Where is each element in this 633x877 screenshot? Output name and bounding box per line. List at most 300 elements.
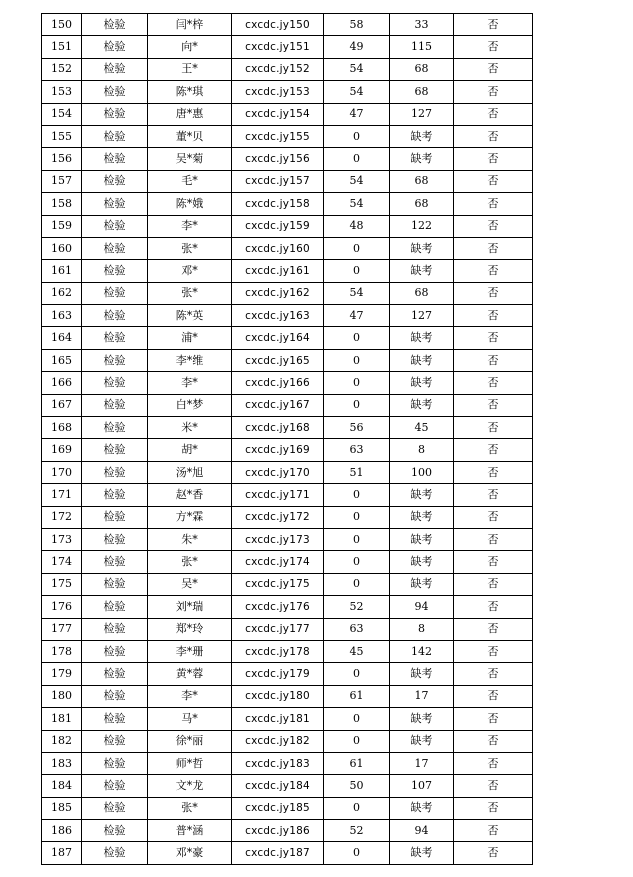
cell-category: 检验	[82, 685, 148, 707]
table-row	[42, 81, 533, 103]
cell-name: 郑*玲	[148, 618, 232, 640]
cell-name: 向*	[148, 36, 232, 58]
cell-qualified: 否	[454, 215, 533, 237]
cell-score: 0	[324, 506, 390, 528]
cell-rank: 68	[390, 58, 454, 80]
cell-exam-id: cxcdc.jy161	[232, 260, 324, 282]
cell-category: 检验	[82, 81, 148, 103]
cell-qualified: 否	[454, 372, 533, 394]
cell-qualified: 否	[454, 148, 533, 170]
cell-seq: 155	[42, 125, 82, 147]
cell-name: 胡*	[148, 439, 232, 461]
cell-rank: 142	[390, 640, 454, 662]
cell-name: 王*	[148, 58, 232, 80]
cell-rank: 122	[390, 215, 454, 237]
cell-score: 0	[324, 663, 390, 685]
cell-name: 白*梦	[148, 394, 232, 416]
table-row	[42, 551, 533, 573]
cell-seq: 166	[42, 372, 82, 394]
cell-exam-id: cxcdc.jy163	[232, 305, 324, 327]
table-row	[42, 237, 533, 259]
cell-seq: 173	[42, 528, 82, 550]
cell-name: 张*	[148, 551, 232, 573]
cell-qualified: 否	[454, 820, 533, 842]
cell-name: 浦*	[148, 327, 232, 349]
cell-score: 0	[324, 125, 390, 147]
cell-seq: 180	[42, 685, 82, 707]
cell-qualified: 否	[454, 663, 533, 685]
table-row	[42, 506, 533, 528]
cell-score: 54	[324, 170, 390, 192]
cell-name: 米*	[148, 417, 232, 439]
cell-exam-id: cxcdc.jy186	[232, 820, 324, 842]
cell-name: 朱*	[148, 528, 232, 550]
cell-rank: 缺考	[390, 372, 454, 394]
cell-category: 检验	[82, 215, 148, 237]
cell-exam-id: cxcdc.jy180	[232, 685, 324, 707]
cell-score: 0	[324, 327, 390, 349]
cell-category: 检验	[82, 14, 148, 36]
cell-exam-id: cxcdc.jy179	[232, 663, 324, 685]
cell-qualified: 否	[454, 640, 533, 662]
cell-rank: 68	[390, 193, 454, 215]
cell-qualified: 否	[454, 81, 533, 103]
cell-name: 毛*	[148, 170, 232, 192]
cell-exam-id: cxcdc.jy152	[232, 58, 324, 80]
cell-rank: 缺考	[390, 327, 454, 349]
cell-score: 45	[324, 640, 390, 662]
cell-qualified: 否	[454, 618, 533, 640]
cell-seq: 159	[42, 215, 82, 237]
cell-score: 52	[324, 596, 390, 618]
cell-exam-id: cxcdc.jy166	[232, 372, 324, 394]
cell-qualified: 否	[454, 260, 533, 282]
cell-qualified: 否	[454, 170, 533, 192]
cell-qualified: 否	[454, 305, 533, 327]
cell-seq: 172	[42, 506, 82, 528]
cell-score: 54	[324, 193, 390, 215]
cell-rank: 45	[390, 417, 454, 439]
cell-category: 检验	[82, 461, 148, 483]
table-row	[42, 752, 533, 774]
table-row	[42, 663, 533, 685]
table-row	[42, 797, 533, 819]
cell-seq: 184	[42, 775, 82, 797]
cell-name: 李*	[148, 685, 232, 707]
cell-category: 检验	[82, 528, 148, 550]
cell-category: 检验	[82, 193, 148, 215]
cell-score: 63	[324, 618, 390, 640]
cell-rank: 缺考	[390, 573, 454, 595]
cell-qualified: 否	[454, 573, 533, 595]
cell-qualified: 否	[454, 685, 533, 707]
cell-name: 李*	[148, 215, 232, 237]
cell-rank: 68	[390, 81, 454, 103]
cell-name: 徐*丽	[148, 730, 232, 752]
cell-qualified: 否	[454, 797, 533, 819]
cell-score: 0	[324, 148, 390, 170]
cell-seq: 167	[42, 394, 82, 416]
table-row	[42, 730, 533, 752]
cell-rank: 缺考	[390, 730, 454, 752]
cell-category: 检验	[82, 394, 148, 416]
cell-seq: 181	[42, 708, 82, 730]
cell-seq: 151	[42, 36, 82, 58]
table-row	[42, 14, 533, 36]
cell-score: 0	[324, 260, 390, 282]
cell-category: 检验	[82, 36, 148, 58]
cell-score: 52	[324, 820, 390, 842]
table-row	[42, 640, 533, 662]
cell-seq: 165	[42, 349, 82, 371]
cell-qualified: 否	[454, 842, 533, 864]
table-row	[42, 596, 533, 618]
cell-score: 0	[324, 573, 390, 595]
cell-category: 检验	[82, 282, 148, 304]
cell-rank: 缺考	[390, 797, 454, 819]
cell-score: 63	[324, 439, 390, 461]
cell-category: 检验	[82, 752, 148, 774]
cell-score: 47	[324, 305, 390, 327]
cell-rank: 缺考	[390, 551, 454, 573]
table-body	[42, 14, 533, 865]
cell-category: 检验	[82, 708, 148, 730]
cell-rank: 缺考	[390, 125, 454, 147]
cell-score: 54	[324, 58, 390, 80]
cell-qualified: 否	[454, 237, 533, 259]
cell-qualified: 否	[454, 439, 533, 461]
cell-score: 58	[324, 14, 390, 36]
cell-seq: 187	[42, 842, 82, 864]
cell-exam-id: cxcdc.jy159	[232, 215, 324, 237]
cell-score: 54	[324, 282, 390, 304]
cell-rank: 缺考	[390, 148, 454, 170]
cell-rank: 缺考	[390, 506, 454, 528]
cell-exam-id: cxcdc.jy156	[232, 148, 324, 170]
cell-name: 黄*蓉	[148, 663, 232, 685]
cell-seq: 154	[42, 103, 82, 125]
cell-rank: 缺考	[390, 663, 454, 685]
cell-name: 张*	[148, 282, 232, 304]
cell-exam-id: cxcdc.jy162	[232, 282, 324, 304]
cell-category: 检验	[82, 237, 148, 259]
cell-name: 陈*英	[148, 305, 232, 327]
cell-seq: 175	[42, 573, 82, 595]
cell-qualified: 否	[454, 125, 533, 147]
cell-seq: 158	[42, 193, 82, 215]
cell-seq: 150	[42, 14, 82, 36]
cell-exam-id: cxcdc.jy175	[232, 573, 324, 595]
cell-score: 47	[324, 103, 390, 125]
cell-qualified: 否	[454, 752, 533, 774]
cell-category: 检验	[82, 148, 148, 170]
cell-name: 李*维	[148, 349, 232, 371]
cell-rank: 缺考	[390, 349, 454, 371]
cell-rank: 107	[390, 775, 454, 797]
cell-rank: 94	[390, 820, 454, 842]
cell-exam-id: cxcdc.jy165	[232, 349, 324, 371]
cell-category: 检验	[82, 103, 148, 125]
cell-rank: 缺考	[390, 394, 454, 416]
cell-category: 检验	[82, 596, 148, 618]
cell-category: 检验	[82, 170, 148, 192]
cell-score: 0	[324, 394, 390, 416]
cell-name: 闫*梓	[148, 14, 232, 36]
table-row	[42, 484, 533, 506]
table-row	[42, 573, 533, 595]
table-row	[42, 820, 533, 842]
cell-qualified: 否	[454, 14, 533, 36]
cell-rank: 缺考	[390, 708, 454, 730]
cell-name: 董*贝	[148, 125, 232, 147]
cell-qualified: 否	[454, 193, 533, 215]
cell-category: 检验	[82, 551, 148, 573]
cell-exam-id: cxcdc.jy155	[232, 125, 324, 147]
table-row	[42, 775, 533, 797]
table-row	[42, 394, 533, 416]
cell-score: 51	[324, 461, 390, 483]
cell-category: 检验	[82, 484, 148, 506]
cell-score: 0	[324, 551, 390, 573]
cell-name: 汤*旭	[148, 461, 232, 483]
cell-rank: 17	[390, 752, 454, 774]
cell-name: 张*	[148, 797, 232, 819]
cell-score: 0	[324, 484, 390, 506]
table-row	[42, 461, 533, 483]
cell-rank: 94	[390, 596, 454, 618]
cell-exam-id: cxcdc.jy170	[232, 461, 324, 483]
table-row	[42, 327, 533, 349]
cell-score: 56	[324, 417, 390, 439]
cell-seq: 161	[42, 260, 82, 282]
cell-name: 李*	[148, 372, 232, 394]
cell-score: 61	[324, 685, 390, 707]
table-row	[42, 708, 533, 730]
cell-qualified: 否	[454, 282, 533, 304]
cell-score: 0	[324, 528, 390, 550]
cell-exam-id: cxcdc.jy167	[232, 394, 324, 416]
cell-exam-id: cxcdc.jy169	[232, 439, 324, 461]
cell-qualified: 否	[454, 36, 533, 58]
cell-seq: 171	[42, 484, 82, 506]
cell-qualified: 否	[454, 484, 533, 506]
cell-name: 邓*	[148, 260, 232, 282]
table-row	[42, 148, 533, 170]
cell-name: 邓*豪	[148, 842, 232, 864]
cell-category: 检验	[82, 842, 148, 864]
cell-score: 0	[324, 842, 390, 864]
table-row	[42, 36, 533, 58]
cell-category: 检验	[82, 797, 148, 819]
cell-score: 50	[324, 775, 390, 797]
cell-seq: 164	[42, 327, 82, 349]
cell-seq: 162	[42, 282, 82, 304]
cell-rank: 8	[390, 618, 454, 640]
cell-name: 唐*惠	[148, 103, 232, 125]
cell-seq: 185	[42, 797, 82, 819]
cell-exam-id: cxcdc.jy183	[232, 752, 324, 774]
cell-rank: 100	[390, 461, 454, 483]
cell-exam-id: cxcdc.jy172	[232, 506, 324, 528]
cell-exam-id: cxcdc.jy182	[232, 730, 324, 752]
cell-category: 检验	[82, 820, 148, 842]
cell-name: 普*涵	[148, 820, 232, 842]
cell-qualified: 否	[454, 730, 533, 752]
cell-seq: 179	[42, 663, 82, 685]
cell-seq: 170	[42, 461, 82, 483]
cell-exam-id: cxcdc.jy178	[232, 640, 324, 662]
cell-exam-id: cxcdc.jy173	[232, 528, 324, 550]
cell-rank: 127	[390, 305, 454, 327]
cell-score: 0	[324, 237, 390, 259]
cell-seq: 176	[42, 596, 82, 618]
cell-seq: 183	[42, 752, 82, 774]
cell-seq: 177	[42, 618, 82, 640]
cell-score: 0	[324, 730, 390, 752]
cell-score: 0	[324, 797, 390, 819]
table-row	[42, 103, 533, 125]
cell-name: 吴*菊	[148, 148, 232, 170]
cell-category: 检验	[82, 439, 148, 461]
cell-exam-id: cxcdc.jy164	[232, 327, 324, 349]
cell-score: 0	[324, 372, 390, 394]
cell-rank: 8	[390, 439, 454, 461]
cell-seq: 156	[42, 148, 82, 170]
cell-qualified: 否	[454, 327, 533, 349]
cell-rank: 缺考	[390, 484, 454, 506]
score-table	[41, 13, 533, 865]
cell-seq: 182	[42, 730, 82, 752]
cell-exam-id: cxcdc.jy168	[232, 417, 324, 439]
cell-name: 师*哲	[148, 752, 232, 774]
cell-seq: 163	[42, 305, 82, 327]
cell-category: 检验	[82, 327, 148, 349]
cell-qualified: 否	[454, 528, 533, 550]
cell-name: 吴*	[148, 573, 232, 595]
cell-seq: 168	[42, 417, 82, 439]
cell-qualified: 否	[454, 417, 533, 439]
cell-name: 刘*瑞	[148, 596, 232, 618]
cell-seq: 152	[42, 58, 82, 80]
cell-category: 检验	[82, 775, 148, 797]
table-row	[42, 842, 533, 864]
cell-rank: 68	[390, 170, 454, 192]
cell-seq: 157	[42, 170, 82, 192]
cell-qualified: 否	[454, 596, 533, 618]
cell-category: 检验	[82, 663, 148, 685]
cell-category: 检验	[82, 260, 148, 282]
cell-exam-id: cxcdc.jy157	[232, 170, 324, 192]
cell-seq: 153	[42, 81, 82, 103]
cell-seq: 160	[42, 237, 82, 259]
cell-category: 检验	[82, 372, 148, 394]
table-row	[42, 528, 533, 550]
cell-qualified: 否	[454, 103, 533, 125]
table-row	[42, 125, 533, 147]
cell-category: 检验	[82, 125, 148, 147]
cell-name: 李*珊	[148, 640, 232, 662]
cell-exam-id: cxcdc.jy174	[232, 551, 324, 573]
cell-qualified: 否	[454, 708, 533, 730]
cell-score: 0	[324, 708, 390, 730]
cell-rank: 缺考	[390, 237, 454, 259]
table-row	[42, 349, 533, 371]
cell-score: 48	[324, 215, 390, 237]
cell-seq: 174	[42, 551, 82, 573]
cell-score: 54	[324, 81, 390, 103]
table-row	[42, 305, 533, 327]
table-row	[42, 372, 533, 394]
cell-exam-id: cxcdc.jy171	[232, 484, 324, 506]
cell-exam-id: cxcdc.jy187	[232, 842, 324, 864]
cell-name: 赵*香	[148, 484, 232, 506]
cell-name: 张*	[148, 237, 232, 259]
cell-exam-id: cxcdc.jy184	[232, 775, 324, 797]
table-row	[42, 193, 533, 215]
cell-rank: 68	[390, 282, 454, 304]
table-row	[42, 170, 533, 192]
cell-rank: 33	[390, 14, 454, 36]
cell-exam-id: cxcdc.jy181	[232, 708, 324, 730]
cell-name: 方*霖	[148, 506, 232, 528]
cell-category: 检验	[82, 573, 148, 595]
table-row	[42, 282, 533, 304]
table-row	[42, 439, 533, 461]
cell-category: 检验	[82, 618, 148, 640]
cell-name: 马*	[148, 708, 232, 730]
cell-exam-id: cxcdc.jy151	[232, 36, 324, 58]
cell-seq: 186	[42, 820, 82, 842]
cell-exam-id: cxcdc.jy158	[232, 193, 324, 215]
cell-exam-id: cxcdc.jy176	[232, 596, 324, 618]
cell-qualified: 否	[454, 506, 533, 528]
cell-category: 检验	[82, 730, 148, 752]
cell-score: 61	[324, 752, 390, 774]
table-row	[42, 618, 533, 640]
cell-name: 陈*娥	[148, 193, 232, 215]
cell-category: 检验	[82, 305, 148, 327]
table-row	[42, 58, 533, 80]
cell-name: 陈*琪	[148, 81, 232, 103]
cell-rank: 缺考	[390, 528, 454, 550]
cell-exam-id: cxcdc.jy150	[232, 14, 324, 36]
table-row	[42, 685, 533, 707]
cell-exam-id: cxcdc.jy154	[232, 103, 324, 125]
cell-qualified: 否	[454, 394, 533, 416]
cell-rank: 17	[390, 685, 454, 707]
table-row	[42, 417, 533, 439]
cell-seq: 169	[42, 439, 82, 461]
cell-category: 检验	[82, 417, 148, 439]
cell-qualified: 否	[454, 551, 533, 573]
cell-name: 文*龙	[148, 775, 232, 797]
cell-category: 检验	[82, 506, 148, 528]
cell-rank: 115	[390, 36, 454, 58]
cell-qualified: 否	[454, 775, 533, 797]
cell-category: 检验	[82, 640, 148, 662]
cell-rank: 127	[390, 103, 454, 125]
cell-seq: 178	[42, 640, 82, 662]
cell-rank: 缺考	[390, 842, 454, 864]
cell-qualified: 否	[454, 461, 533, 483]
cell-exam-id: cxcdc.jy160	[232, 237, 324, 259]
cell-exam-id: cxcdc.jy177	[232, 618, 324, 640]
table-row	[42, 215, 533, 237]
cell-exam-id: cxcdc.jy153	[232, 81, 324, 103]
cell-qualified: 否	[454, 58, 533, 80]
cell-category: 检验	[82, 349, 148, 371]
cell-score: 0	[324, 349, 390, 371]
